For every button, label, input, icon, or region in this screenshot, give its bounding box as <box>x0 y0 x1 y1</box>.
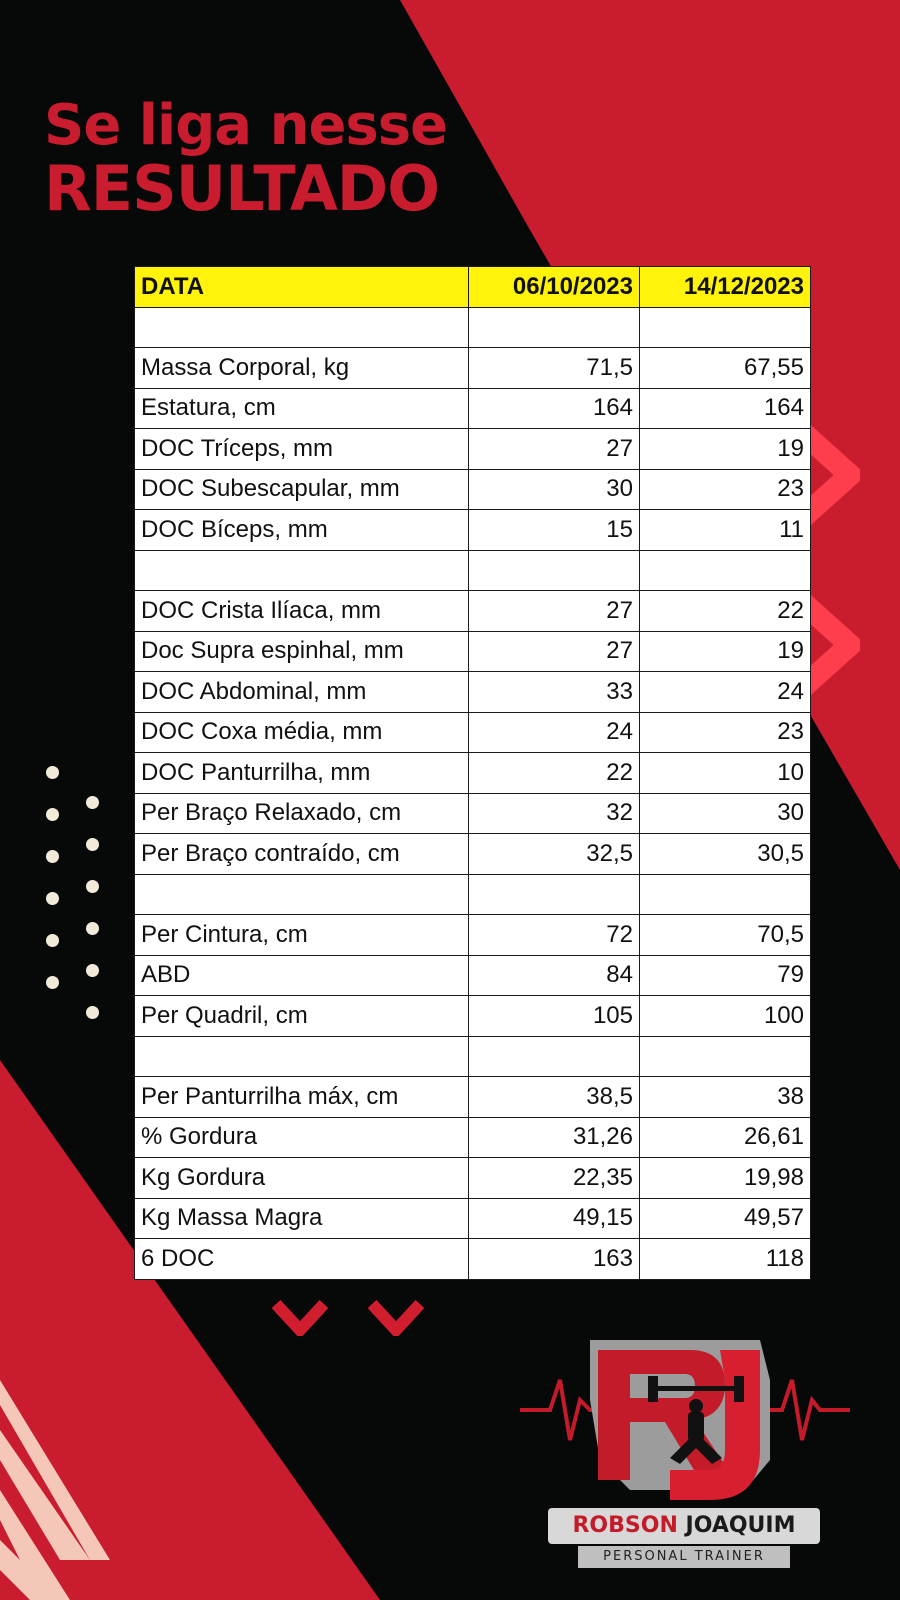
table-row <box>135 1117 811 1158</box>
dot <box>46 808 59 821</box>
dot <box>86 880 99 893</box>
cell-label <box>135 1036 469 1077</box>
table-row <box>135 955 811 996</box>
table-row-empty <box>135 550 811 591</box>
cell-label: ABD <box>135 955 469 996</box>
table-row <box>135 1239 811 1280</box>
headline-line-1: Se liga nesse <box>44 93 448 158</box>
table-row-empty <box>135 1036 811 1077</box>
cell-value-date-1: 22 <box>469 753 640 794</box>
cell-value-date-1: 27 <box>469 631 640 672</box>
cell-value-date-1: 164 <box>469 388 640 429</box>
cell-value-date-2: 38 <box>640 1077 811 1118</box>
dot <box>46 934 59 947</box>
cell-value-date-2: 10 <box>640 753 811 794</box>
table-body <box>135 307 811 1279</box>
cell-value-date-1: 30 <box>469 469 640 510</box>
table-row <box>135 388 811 429</box>
heartbeat-line-right <box>770 1380 850 1440</box>
cell-value-date-1: 72 <box>469 915 640 956</box>
table-row <box>135 672 811 713</box>
logo-name-last: JOAQUIM <box>685 1513 796 1538</box>
heartbeat-line-left <box>520 1380 600 1440</box>
cell-value-date-1: 32,5 <box>469 834 640 875</box>
cell-value-date-1: 24 <box>469 712 640 753</box>
cell-value-date-2: 11 <box>640 510 811 551</box>
dot <box>46 850 59 863</box>
dot <box>46 976 59 989</box>
cell-value-date-1: 22,35 <box>469 1158 640 1199</box>
cell-label: 6 DOC <box>135 1239 469 1280</box>
cell-value-date-2: 19 <box>640 631 811 672</box>
cell-value-date-2: 22 <box>640 591 811 632</box>
header-date-1: 06/10/2023 <box>469 267 640 308</box>
dot <box>86 838 99 851</box>
cell-label <box>135 874 469 915</box>
cell-value-date-2: 19 <box>640 429 811 470</box>
cell-label: DOC Coxa média, mm <box>135 712 469 753</box>
cell-label: Per Quadril, cm <box>135 996 469 1037</box>
cell-value-date-1 <box>469 307 640 348</box>
results-table <box>134 266 811 1280</box>
cell-value-date-1 <box>469 550 640 591</box>
cell-value-date-1: 163 <box>469 1239 640 1280</box>
cell-value-date-2 <box>640 307 811 348</box>
cell-value-date-1 <box>469 1036 640 1077</box>
cell-value-date-2: 19,98 <box>640 1158 811 1199</box>
cell-label: Kg Gordura <box>135 1158 469 1199</box>
cell-label: Per Panturrilha máx, cm <box>135 1077 469 1118</box>
cell-value-date-2: 100 <box>640 996 811 1037</box>
headline <box>44 93 448 225</box>
table-header-row <box>135 267 811 308</box>
cell-value-date-2 <box>640 1036 811 1077</box>
cell-label: DOC Bíceps, mm <box>135 510 469 551</box>
cell-value-date-2: 30,5 <box>640 834 811 875</box>
cell-value-date-1: 32 <box>469 793 640 834</box>
table-row-empty <box>135 307 811 348</box>
cell-label: Per Braço contraído, cm <box>135 834 469 875</box>
cell-value-date-1: 27 <box>469 591 640 632</box>
dot <box>86 922 99 935</box>
logo-name-first: ROBSON <box>572 1513 678 1538</box>
x-mark-icon <box>368 1300 424 1336</box>
table-row <box>135 996 811 1037</box>
cell-value-date-1: 84 <box>469 955 640 996</box>
table-row <box>135 591 811 632</box>
cell-value-date-1: 105 <box>469 996 640 1037</box>
cell-value-date-1: 15 <box>469 510 640 551</box>
cell-label: Per Cintura, cm <box>135 915 469 956</box>
cell-value-date-1: 49,15 <box>469 1198 640 1239</box>
cell-value-date-1: 27 <box>469 429 640 470</box>
table-row <box>135 1198 811 1239</box>
cell-value-date-1 <box>469 874 640 915</box>
logo-subtitle: PERSONAL TRAINER <box>578 1546 790 1568</box>
table-row <box>135 793 811 834</box>
table-row <box>135 712 811 753</box>
cell-value-date-2: 118 <box>640 1239 811 1280</box>
dot <box>46 892 59 905</box>
cell-value-date-2: 26,61 <box>640 1117 811 1158</box>
cell-label: DOC Panturrilha, mm <box>135 753 469 794</box>
cell-label: Massa Corporal, kg <box>135 348 469 389</box>
cell-label <box>135 307 469 348</box>
dot <box>86 796 99 809</box>
table-row <box>135 510 811 551</box>
x-mark-icon <box>272 1300 328 1336</box>
cell-value-date-2: 164 <box>640 388 811 429</box>
cell-value-date-2: 67,55 <box>640 348 811 389</box>
cell-value-date-2: 49,57 <box>640 1198 811 1239</box>
table-row <box>135 834 811 875</box>
table-row <box>135 1158 811 1199</box>
cell-value-date-2: 30 <box>640 793 811 834</box>
table-row <box>135 631 811 672</box>
headline-line-2: RESULTADO <box>44 152 439 225</box>
cell-label: DOC Tríceps, mm <box>135 429 469 470</box>
table-row <box>135 469 811 510</box>
cell-label: DOC Subescapular, mm <box>135 469 469 510</box>
cell-label: Estatura, cm <box>135 388 469 429</box>
logo-name <box>548 1508 820 1544</box>
dot <box>86 1006 99 1019</box>
cell-value-date-2 <box>640 874 811 915</box>
cell-value-date-1: 71,5 <box>469 348 640 389</box>
cell-value-date-2: 70,5 <box>640 915 811 956</box>
cell-label: DOC Crista Ilíaca, mm <box>135 591 469 632</box>
table-row <box>135 429 811 470</box>
dot <box>86 964 99 977</box>
table-row <box>135 348 811 389</box>
cell-value-date-2: 23 <box>640 469 811 510</box>
cell-label: Per Braço Relaxado, cm <box>135 793 469 834</box>
table-row <box>135 915 811 956</box>
cell-value-date-1: 33 <box>469 672 640 713</box>
cell-value-date-2: 79 <box>640 955 811 996</box>
header-date-2: 14/12/2023 <box>640 267 811 308</box>
cell-label: DOC Abdominal, mm <box>135 672 469 713</box>
cell-label: Kg Massa Magra <box>135 1198 469 1239</box>
cell-label <box>135 550 469 591</box>
header-date-label: DATA <box>135 267 469 308</box>
table-row-empty <box>135 874 811 915</box>
cell-value-date-2: 24 <box>640 672 811 713</box>
dot <box>46 766 59 779</box>
cell-value-date-1: 31,26 <box>469 1117 640 1158</box>
cell-value-date-2 <box>640 550 811 591</box>
table-row <box>135 753 811 794</box>
cell-value-date-2: 23 <box>640 712 811 753</box>
table-row <box>135 1077 811 1118</box>
cell-label: Doc Supra espinhal, mm <box>135 631 469 672</box>
cell-value-date-1: 38,5 <box>469 1077 640 1118</box>
cell-label: % Gordura <box>135 1117 469 1158</box>
